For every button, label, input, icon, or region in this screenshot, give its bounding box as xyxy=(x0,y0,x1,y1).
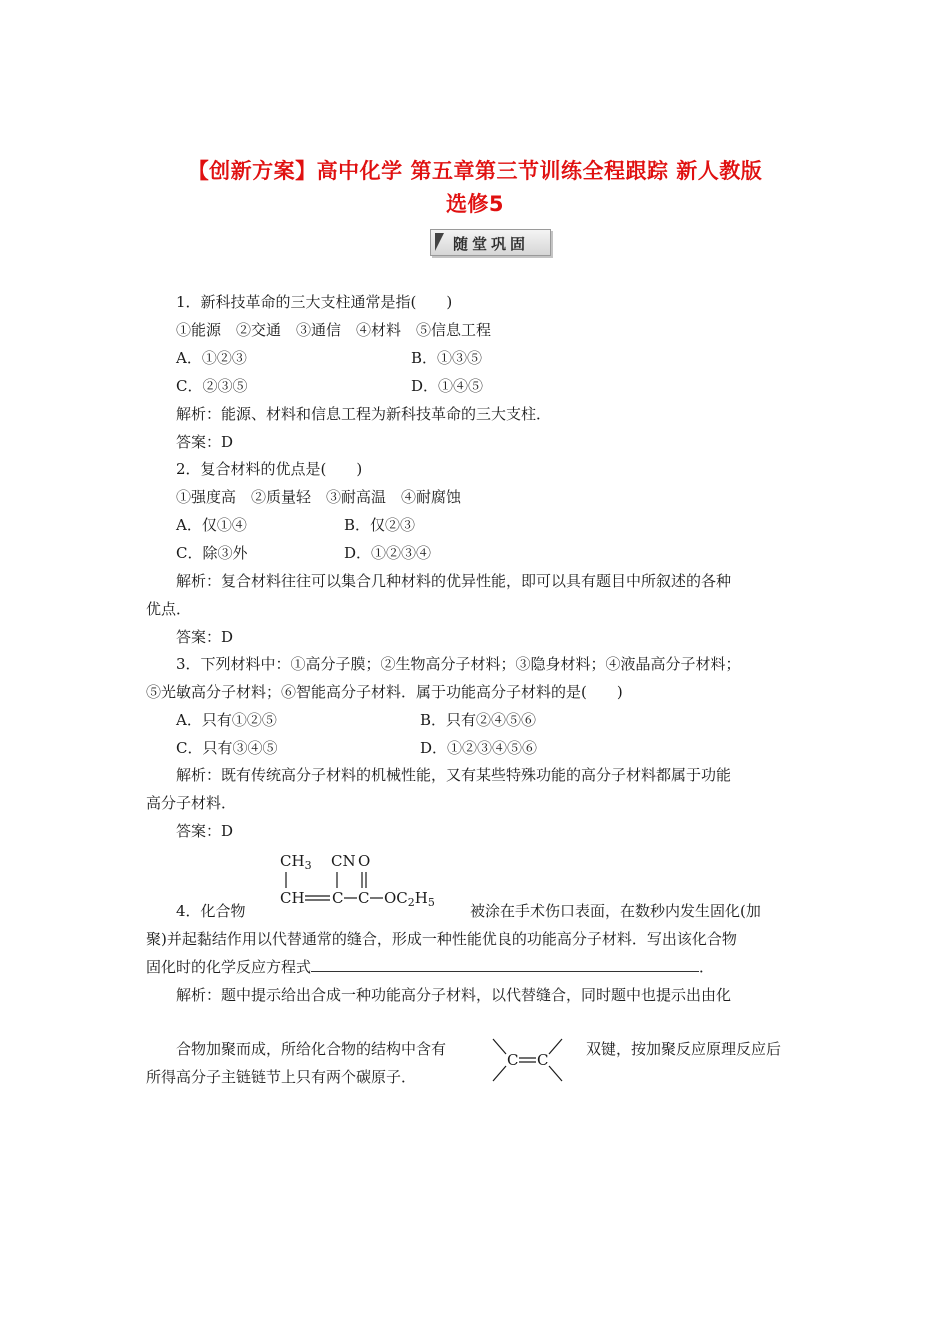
q2-answer: 答案：D xyxy=(176,628,234,646)
q4-stem-line3-prefix: 固化时的化学反应方程式 xyxy=(146,958,312,976)
double-bond-lower-right-line xyxy=(549,1066,562,1081)
q2-analysis-line1: 解析：复合材料往往可以集合几种材料的优异性能，即可以具有题目中所叙述的各种 xyxy=(176,572,732,590)
q2-option-d: D．①②③④ xyxy=(344,544,432,562)
q4-analysis-line1: 解析：题中提示给出合成一种功能高分子材料，以代替缝合，同时题中也提示出由化 xyxy=(176,986,732,1004)
double-bond-diagram xyxy=(490,1035,566,1085)
q2-option-a: A．仅①④ xyxy=(176,516,247,534)
document-title-line1: 【创新方案】高中化学 第五章第三节训练全程跟踪 新人教版 xyxy=(187,159,763,183)
q1-option-c: C．②③⑤ xyxy=(176,377,248,395)
q3-stem-line2: ⑤光敏高分子材料；⑥智能高分子材料．属于功能高分子材料的是( ) xyxy=(146,683,623,701)
double-bond-upper-right-line xyxy=(549,1039,562,1054)
q3-answer: 答案：D xyxy=(176,822,234,840)
q3-stem-line1: 3．下列材料中：①高分子膜；②生物高分子材料；③隐身材料；④液晶高分子材料； xyxy=(176,655,741,673)
section-banner xyxy=(430,229,551,256)
q2-items: ①强度高 ②质量轻 ③耐高温 ④耐腐蚀 xyxy=(176,488,462,506)
q4-analysis-line2-prefix: 合物加聚而成，所给化合物的结构中含有 xyxy=(176,1040,447,1058)
section-banner-label: 随堂巩固 xyxy=(453,235,530,253)
formula-c2: C xyxy=(358,889,370,907)
double-bond-upper-left-line xyxy=(493,1039,506,1054)
formula-oc2h5: $OC_2H_5$ xyxy=(384,889,435,909)
double-bond-right-c: C xyxy=(537,1051,549,1069)
formula-cn: CN xyxy=(331,852,356,870)
q4-analysis-line2-suffix: 双键，按加聚反应原理反应后 xyxy=(586,1040,782,1058)
formula-c1: C xyxy=(332,889,344,907)
q1-answer: 答案：D xyxy=(176,433,234,451)
q1-option-d: D．①④⑤ xyxy=(411,377,484,395)
q2-analysis-line2: 优点． xyxy=(146,600,192,618)
q4-stem-prefix: 4．化合物 xyxy=(176,902,246,920)
q4-structural-formula xyxy=(270,846,460,916)
q3-analysis-line1: 解析：既有传统高分子材料的机械性能，又有某些特殊功能的高分子材料都属于功能 xyxy=(176,766,732,784)
q1-stem: 1．新科技革命的三大支柱通常是指( ) xyxy=(176,293,453,311)
q2-option-b: B．仅②③ xyxy=(344,516,416,534)
formula-ch: CH xyxy=(280,889,305,907)
q3-option-b: B．只有②④⑤⑥ xyxy=(420,711,537,729)
document-title-line2: 选修5 xyxy=(445,192,505,216)
q4-analysis-line3: 所得高分子主链链节上只有两个碳原子． xyxy=(146,1068,417,1086)
formula-o: O xyxy=(358,852,371,870)
q4-stem-line3 xyxy=(146,957,714,977)
q1-analysis: 解析：能源、材料和信息工程为新科技革命的三大支柱． xyxy=(176,405,552,423)
q2-option-c: C．除③外 xyxy=(176,544,248,562)
q4-stem-suffix: 被涂在手术伤口表面，在数秒内发生固化(加 xyxy=(470,902,761,920)
q1-option-a: A．①②③ xyxy=(176,349,247,367)
double-bond-lower-left-line xyxy=(493,1066,506,1081)
banner-corner-icon xyxy=(435,233,444,251)
q2-stem: 2．复合材料的优点是( ) xyxy=(176,460,363,478)
q3-analysis-line2: 高分子材料． xyxy=(146,794,237,812)
formula-ch3: $CH_3$ xyxy=(280,852,312,872)
q1-items: ①能源 ②交通 ③通信 ④材料 ⑤信息工程 xyxy=(176,321,492,339)
double-bond-left-c: C xyxy=(507,1051,519,1069)
q3-option-d: D．①②③④⑤⑥ xyxy=(420,739,538,757)
q4-stem-line3-suffix: ． xyxy=(699,958,715,976)
q4-answer-blank[interactable] xyxy=(311,957,699,972)
q1-option-b: B．①③⑤ xyxy=(411,349,483,367)
q4-stem-line2: 聚)并起黏结作用以代替通常的缝合，形成一种性能优良的功能高分子材料．写出该化合物 xyxy=(146,930,737,948)
q3-option-a: A．只有①②⑤ xyxy=(176,711,277,729)
q3-option-c: C．只有③④⑤ xyxy=(176,739,278,757)
